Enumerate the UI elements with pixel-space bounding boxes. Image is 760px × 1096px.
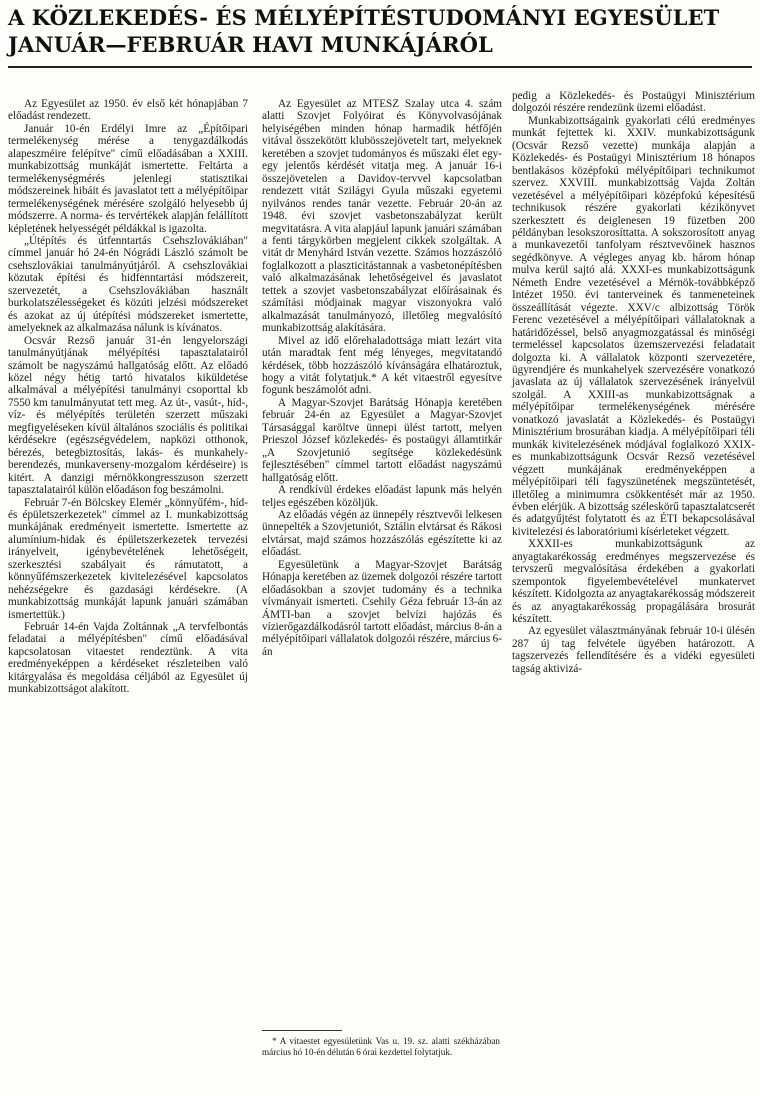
text-column-3 xyxy=(512,90,755,675)
paragraph: XXXII-es munkabizottságunk az anyagtakarékosság eredményes megszervezése és tervszerű megvalósítása érdekében a gyakorlati szempontok figyelembevételével munkatervet készített. Kidolgozta az anyagtakarékosság módszereit és az anyagtakarékosság propagálására brosurát készített. xyxy=(512,538,755,626)
paragraph: Munkabizottságaink gyakorlati célú eredményes munkát fejtettek ki. XXIV. munkabizottságunk (Ocsvár Rezső vezette) munkája alapján a Közlekedés- és Postaügyi Minisztérium 18 hónapos bentlakásos középfokú mélyépítőipari technikumot szervez. XXVIII. munkabizottság Vajda Zoltán vezetésével a mélyépítőipari középfokú képesítésű technikusok részére gyakorlati kézikönyvet szerkesztett és deiglenesen 19 füzetben 200 példányban lesokszorosíttatta. A sokszorosított anyag a munkavezetői tanfolyam résztvevőinek hasznos segédkönyve. A végleges anyag kb. három hónap mulva kerül sajtó alá. XXXI-es munkabizottságunk Németh Endre vezetésével a Mérnök-továbbképző Intézet 1950. évi tanterveinek és tanmeneteinek összeállítását végezte. XXV/c albizottság Török Ferenc vezetésével a mélyépítőipari vállalatoknak a határidőzéssel, belső anyagmozgatással és minőségi termeléssel kapcsolatos üzemszervezési feladatait dolgozta ki. A vállalatok központi szervezetére, ügyrendjére és munkahelyek szervezésére vonatkozó javaslata az új vállalatok szervezésének irányelvül szolgál. A XXIII-as munkabizottságnak a mélyépítőipar termelékenységének mérésére vonatkozó javaslatát a Közlekedés- és Postaügyi Minisztérium brosurában kiadja. A mélyépítőipari téli munkák kivitelezésének módjával foglalkozó XXIX-es munkabizottságunk Ocsvár Rezső vezetésével végzett munkájának eredményeképpen a mélyépítőipari téli fagyszünetének megszüntetését, illetőleg a minimumra csökkentését már az 1950. évben elérjük. A bizottság széleskörű tapasztalatcserét és adatgyűjtést folytatott és az ÉTI bekapcsolásával kivitelezési és laboratóriumi kísérleteket végzett. xyxy=(512,114,755,538)
paragraph: Az Egyesület az 1950. év első két hónapjában 7 előadást rendezett. xyxy=(8,98,248,123)
title-rule xyxy=(8,66,752,68)
paragraph: „Útépítés és útfenntartás Csehszlovákiában" címmel január hó 24-én Nógrádi László számolt be csehszlovákiai tanulmányútjáról. A csehszlovákiai közutak építési és hidfenntartási módszereit, szervezetét, a Csehszlovákiában használt burkolatszélességeket és közúti jelzési módszereket és azokat az új útépítési módszereket ismertette, amelyeknek az alkalmazása nálunk is kívánatos. xyxy=(8,234,248,335)
paragraph: Egyesületünk a Magyar-Szovjet Barátság Hónapja keretében az üzemek dolgozói részére tartott előadásokban a szovjet tudomány és a technika vívmányait ismerteti. Csehily Géza február 13-án az ÁMTI-ban a szovjet belvízi hajózás és vízierőgazdálkodásról tartott előadást, március 8-án a mélyépítőipari vállalatok dolgozói részére, március 6-án xyxy=(262,558,502,658)
footnote: * A vitaestet egyesületünk Vas u. 19. sz. alatti székházában március hó 10-én délután 6 órai kezdettel folytatjuk. xyxy=(262,1036,500,1058)
text-column-1 xyxy=(8,98,248,696)
paragraph: Az egyesület választmányának február 10-i ülésén 287 új tag felvétele ügyében határozott. A tagszervezés fellendítésére és a vidéki egyesületi tagság aktivizá- xyxy=(512,625,755,675)
paragraph: pedig a Közlekedés- és Postaügyi Minisztérium dolgozói részére rendezünk üzemi előadást. xyxy=(512,90,755,115)
paragraph: Az előadás végén az ünnepély résztvevői lelkesen ünnepelték a Szovjetuniót, Sztálin elvtársat és Rákosi elvtársat, majd számos hozzászólás egészítette ki az előadást. xyxy=(262,508,502,559)
article-title-line-1: A KÖZLEKEDÉS- ÉS MÉLYÉPÍTÉSTUDOMÁNYI EGYESÜLET xyxy=(8,5,720,30)
paragraph: Február 7-én Bölcskey Elemér „könnyűfém-, híd- és épületszerkezetek" címmel az I. munkabizottság munkájának eredményeit ismertette. Ismertette az alumínium-hidak és épületszerkezetek tervezési irányelveit, igénybevételének lehetőségeit, szerkesztési szabályait és rámutatott, a könnyűfémszerkezetek kivitelezésével kapcsolatos nehézségekre és gazdasági kérdésekre. (A munkabizottság munkáját lapunk januári számában ismertettük.) xyxy=(8,496,248,621)
paragraph: Január 10-én Erdélyi Imre az „Építőipari termelékenység mérése a tenygazdálkodás alapeszméire felépítve" című előadásában a XXIII. munkabizottság munkáját ismertette. Feltárta a termelékenységmérés jelenlegi statisztikai módszereinek hibáit és javaslatot tett a mélyépítőipar termelékenységének mérésére szolgáló helyesebb új módszerre. A norma- és tervértékek alapján felállított képletének helyességét példákkal is igazolta. xyxy=(8,122,248,235)
paragraph: Az Egyesület az MTESZ Szalay utca 4. szám alatti Szovjet Folyóirat és Könyvolvasójának helyiségében minden hónap harmadik hétfőjén vitával összekötött klubösszejövetelt tart, melyeknek keretében a szovjet tudományos és műszaki élet egy-egy jelentős kérdését vitatja meg. A január 16-i összejövetelen a Davidov-tervvel kapcsolatban rendezett vitát Szilágyi Gyula műszaki egyetemi nyilvános rendes tanár vezette. Február 20-án az 1948. évi szovjet vasbetonszabályzat került megvitatásra. A vita alapjául lapunk januári számában a fenti tárgykörben megjelent cikkek szolgáltak. A vitát dr Menyhárd István vezette. Számos hozzászóló foglalkozott a plaszticitástannak a vasbetonépítésben való alkalmazásának lehetőségeivel és javaslatot tettek a szovjet vasbetonszabályzat előírásainak és számítási módjainak magyar viszonyokra való alkalmazását tanulmányozó, illetőleg megvalósító munkabizottság alakítására. xyxy=(262,98,502,335)
paragraph: Mivel az idő előrehaladottsága miatt lezárt vita után maradtak fent még lényeges, megvitatandó kérdések, több hozzászóló kívánságára elhatároztuk, hogy a vitát folytatjuk.* A két vitaestről egyesítve fogunk beszámolót adni. xyxy=(262,334,502,397)
paragraph: Ocsvár Rezső január 31-én lengyelországi tanulmányútjának mélyépítési tapasztalatairól számolt be nagyszámú hallgatóság előtt. Az előadó közel négy hétig tartó hivatalos kiküldetése alkalmával a mélyépítési tanulmányi csoporttal kb 7550 km tanulmányutat tett meg. Az út-, vasút-, híd-, víz- és mélyépítés területén szerzett műszaki megfigyeléseken kívül általános szociális és politikai kérdésekre (egészségvédelem, napközi otthonok, bérezés, betegbiztosítás, lakás- és munkahely-berendezés, munkaverseny-mozgalom kérdéseire) is kitért. A danzigi mérnökkongresszuson szerzett tapasztalatairól külön előadáson fog beszámolni. xyxy=(8,334,248,497)
paragraph: Február 14-én Vajda Zoltánnak „A tervfelbontás feladatai a mélyépítésben" című előadásával kapcsolatosan vitaestet rendeztünk. A vita eredményeképpen a kérdéseket részleteiben való kitárgyalása és megoldása céljából az Egyesület új munkabizottságot alakított. xyxy=(8,621,248,696)
text-column-2 xyxy=(262,98,502,658)
article-title xyxy=(8,4,752,58)
paragraph: A rendkívül érdekes előadást lapunk más helyén teljes egészében közöljük. xyxy=(262,484,502,509)
article-title-line-2: JANUÁR—FEBRUÁR HAVI MUNKÁJÁRÓL xyxy=(8,32,493,57)
paragraph: A Magyar-Szovjet Barátság Hónapja keretében február 24-én az Egyesület a Magyar-Szovjet Társasággal karöltve ünnepi ülést tartott, melyen Prieszol József közlekedés- és postaügyi államtitkár „A Szovjetunió segítsége közlekedésünk fejlesztésében" címmel tartott előadást nagyszámú hallgatóság előtt. xyxy=(262,396,502,484)
footnote-rule xyxy=(262,1030,342,1031)
